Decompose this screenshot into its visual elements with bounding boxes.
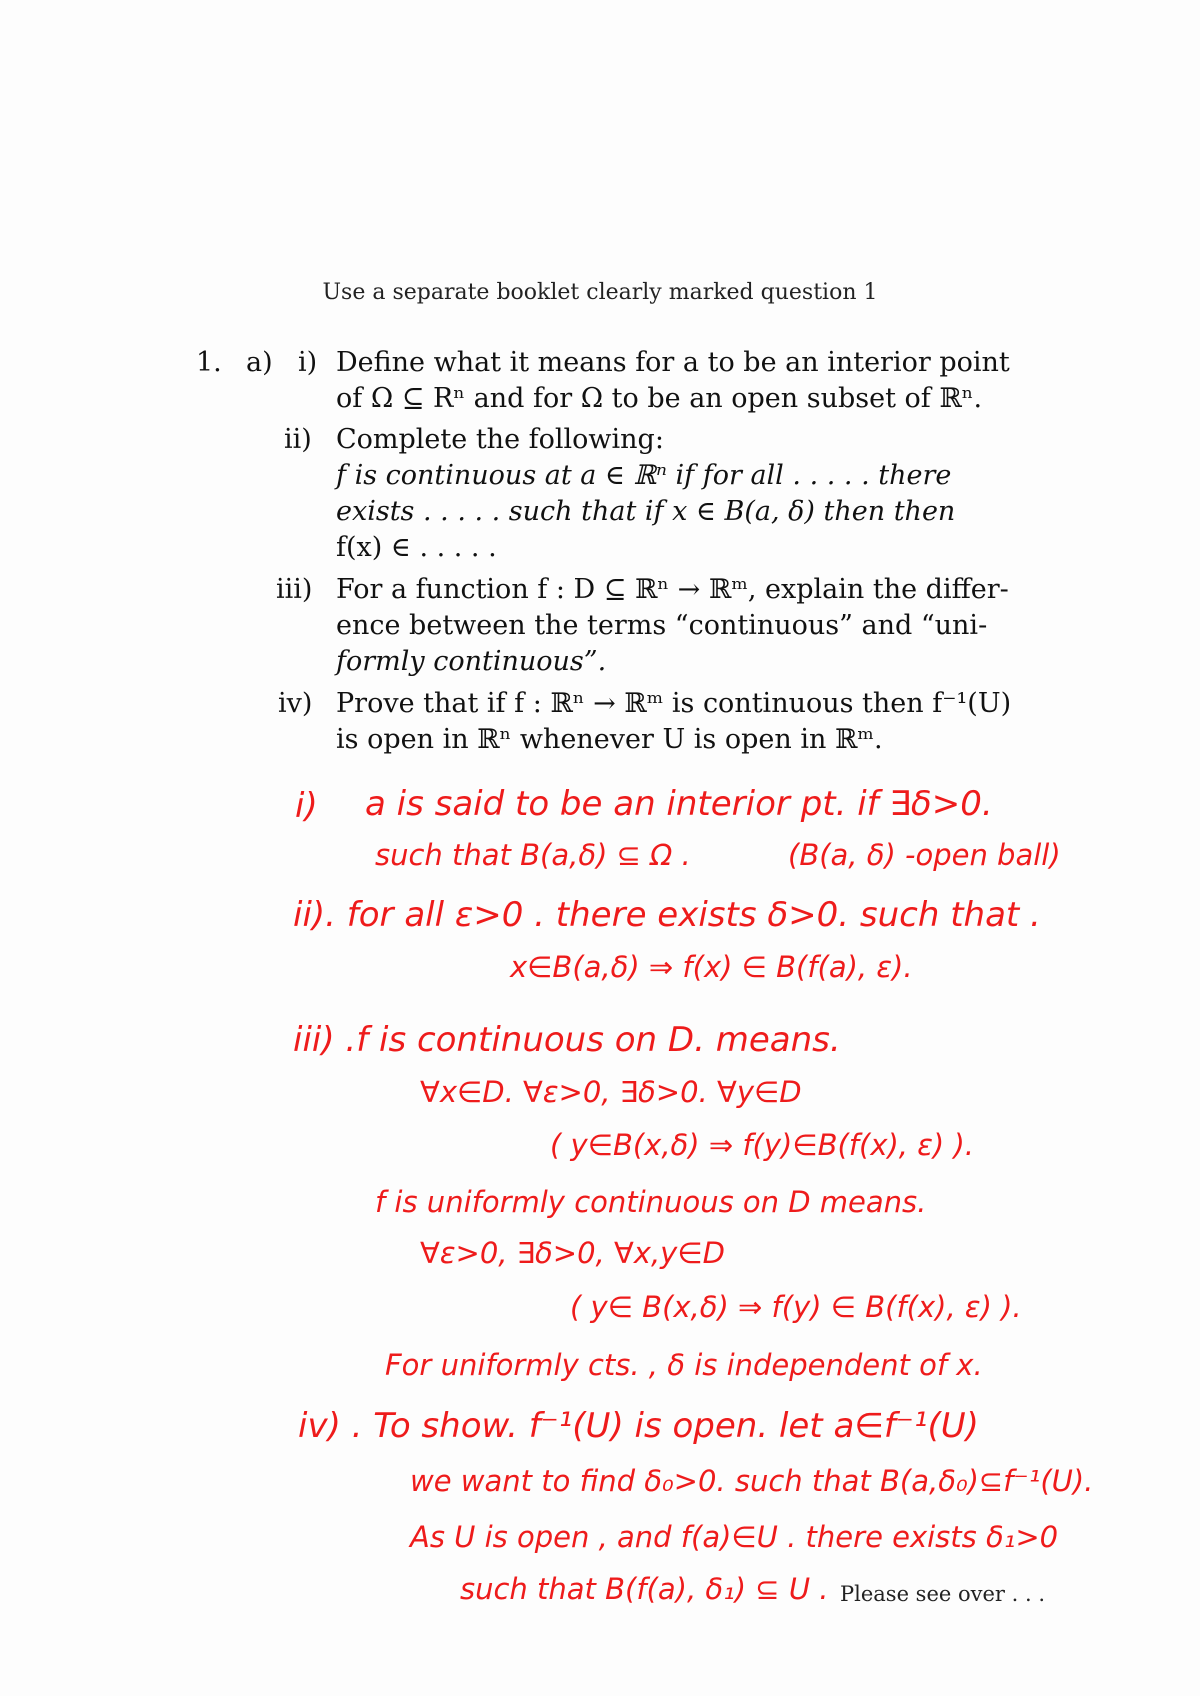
item-i-line: of Ω ⊆ Rⁿ and for Ω to be an open subset of ℝⁿ. (336, 383, 983, 414)
answer-line: (B(a, δ) -open ball) (788, 838, 1061, 872)
item-i-line: Define what it means for a to be an interior point (336, 347, 1010, 378)
item-ii-line: f is continuous at a ∈ ℝⁿ if for all . . . . . there (336, 460, 952, 491)
item-ii-line: f(x) ∈ . . . . . (336, 532, 497, 563)
answer-line: such that B(f(a), δ₁) ⊆ U . (460, 1572, 829, 1606)
answer-line: ( y∈ B(x,δ) ⇒ f(y) ∈ B(f(x), ε) ). (570, 1290, 1022, 1324)
question-part: a) (246, 347, 273, 378)
item-label-iii: iii) (276, 574, 313, 605)
item-iii-line: For a function f : D ⊆ ℝⁿ → ℝᵐ, explain the differ- (336, 574, 1009, 605)
answer-line: we want to find δ₀>0. such that B(a,δ₀)⊆f⁻¹(U). (410, 1464, 1094, 1498)
answer-line: x∈B(a,δ) ⇒ f(x) ∈ B(f(a), ε). (510, 950, 913, 984)
answer-line: As U is open , and f(a)∈U . there exists δ₁>0 (410, 1520, 1059, 1554)
answer-line: ∀ε>0, ∃δ>0, ∀x,y∈D (420, 1236, 725, 1270)
answer-line: ii). for all ε>0 . there exists δ>0. such that . (293, 895, 1041, 935)
question-number: 1. (196, 347, 222, 378)
answer-line: f is uniformly continuous on D means. (375, 1185, 927, 1219)
item-ii-line: exists . . . . . such that if x ∈ B(a, δ) then then (336, 496, 956, 527)
answer-line: a is said to be an interior pt. if ∃δ>0. (365, 784, 993, 824)
item-iii-line: ence between the terms “continuous” and “uni- (336, 610, 988, 641)
answer-line: For uniformly cts. , δ is independent of x. (385, 1348, 983, 1382)
item-iii-line: formly continuous”. (336, 646, 607, 677)
item-iv-line: Prove that if f : ℝⁿ → ℝᵐ is continuous then f⁻¹(U) (336, 688, 1012, 719)
answer-line: iii) .f is continuous on D. means. (293, 1020, 841, 1060)
answer-line: such that B(a,δ) ⊆ Ω . (375, 838, 691, 872)
answer-line: ∀x∈D. ∀ε>0, ∃δ>0. ∀y∈D (420, 1075, 802, 1109)
answer-line: ( y∈B(x,δ) ⇒ f(y)∈B(f(x), ε) ). (550, 1128, 974, 1162)
item-ii-line: Complete the following: (336, 424, 664, 455)
item-iv-line: is open in ℝⁿ whenever U is open in ℝᵐ. (336, 724, 883, 755)
answer-line: i) (295, 786, 318, 826)
page-footer: Please see over . . . (840, 1582, 1046, 1606)
answer-line: iv) . To show. f⁻¹(U) is open. let a∈f⁻¹(U) (298, 1406, 979, 1446)
booklet-instruction: Use a separate booklet clearly marked question 1 (322, 280, 878, 305)
item-label-iv: iv) (278, 688, 313, 719)
item-label-i: i) (298, 347, 318, 378)
item-label-ii: ii) (284, 424, 312, 455)
